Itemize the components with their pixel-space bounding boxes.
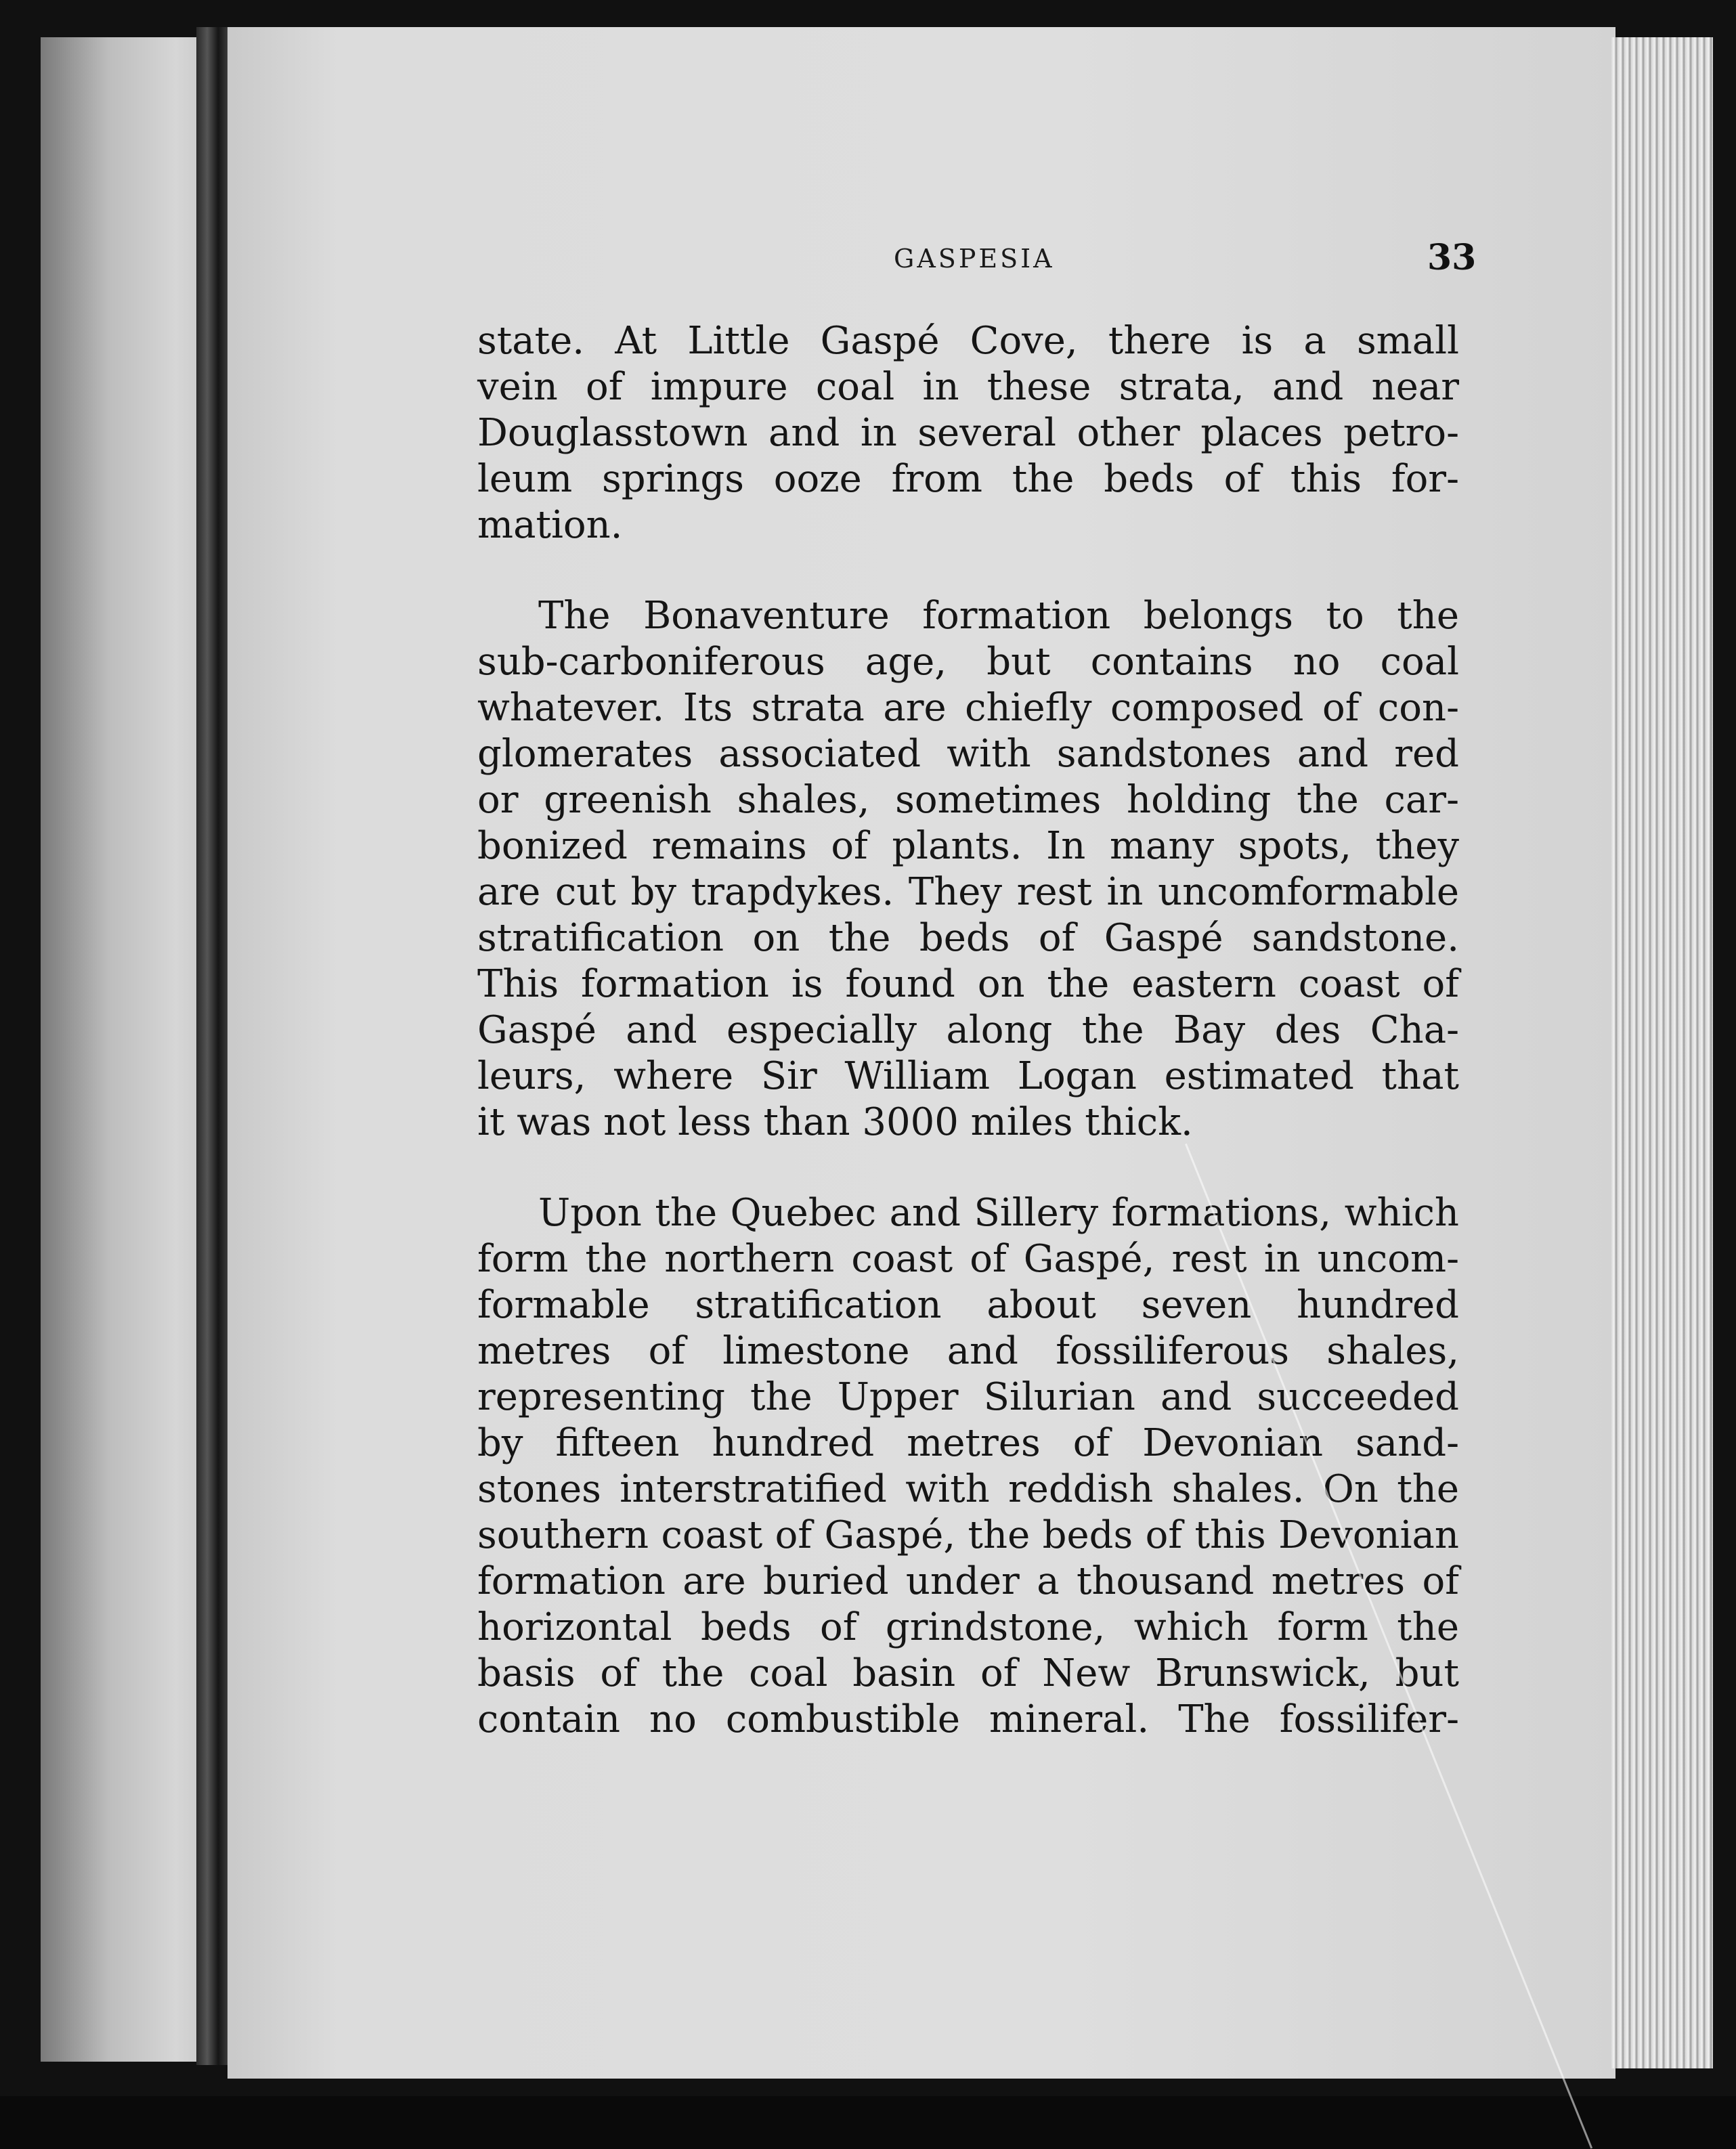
page-edges [1611, 37, 1713, 2068]
paragraph-2 [477, 593, 1459, 1146]
text-line: southern coast of Gaspé, the beds of this Devonian [477, 1513, 1459, 1557]
text-line: representing the Upper Silurian and succeeded [477, 1375, 1459, 1419]
text-line: formable stratification about seven hundred [477, 1283, 1459, 1327]
text-line: formation are buried under a thousand metres of [477, 1559, 1459, 1603]
text-line: metres of limestone and fossiliferous shales, [477, 1329, 1459, 1373]
text-line: stratification on the beds of Gaspé sandstone. [477, 916, 1459, 960]
text-line: or greenish shales, sometimes holding the car- [477, 778, 1459, 822]
text-line: vein of impure coal in these strata, and near [477, 365, 1459, 409]
text-line: leurs, where Sir William Logan estimated that [477, 1054, 1459, 1098]
text-line: whatever. Its strata are chiefly composed of con- [477, 686, 1459, 730]
text-line: sub-carboniferous age, but contains no coal [477, 640, 1459, 684]
paragraph-3 [477, 1190, 1459, 1743]
text-line: This formation is found on the eastern coast of [477, 962, 1459, 1006]
text-line: glomerates associated with sandstones and red [477, 732, 1459, 776]
text-line: bonized remains of plants. In many spots, they [477, 824, 1459, 868]
text-line: Gaspé and especially along the Bay des Cha- [477, 1008, 1459, 1052]
text-line: The Bonaventure formation belongs to the [538, 594, 1459, 638]
text-line: state. At Little Gaspé Cove, there is a small [477, 319, 1459, 363]
text-line: horizontal beds of grindstone, which form the [477, 1605, 1459, 1649]
body-text [477, 318, 1459, 1787]
text-line: by fifteen hundred metres of Devonian sand- [477, 1421, 1459, 1465]
left-page [41, 37, 210, 2062]
text-line: basis of the coal basin of New Brunswick, but [477, 1651, 1459, 1695]
book-gutter [196, 27, 227, 2065]
text-line: Upon the Quebec and Sillery formations, which [538, 1191, 1459, 1235]
text-line: it was not less than 3000 miles thick. [477, 1100, 1193, 1144]
text-line: leum springs ooze from the beds of this for- [477, 457, 1459, 501]
running-head: GASPESIA [894, 244, 1055, 274]
text-line: stones interstratified with reddish shales. On the [477, 1467, 1459, 1511]
paragraph-1 [477, 318, 1459, 548]
text-line: mation. [477, 503, 623, 547]
page-number: 33 [1427, 237, 1477, 278]
text-line: contain no combustible mineral. The fossilifer- [477, 1697, 1459, 1741]
text-line: Douglasstown and in several other places petro- [477, 411, 1459, 455]
text-line: are cut by trapdykes. They rest in uncomformable [477, 870, 1459, 914]
text-line: form the northern coast of Gaspé, rest in uncom- [477, 1237, 1459, 1281]
